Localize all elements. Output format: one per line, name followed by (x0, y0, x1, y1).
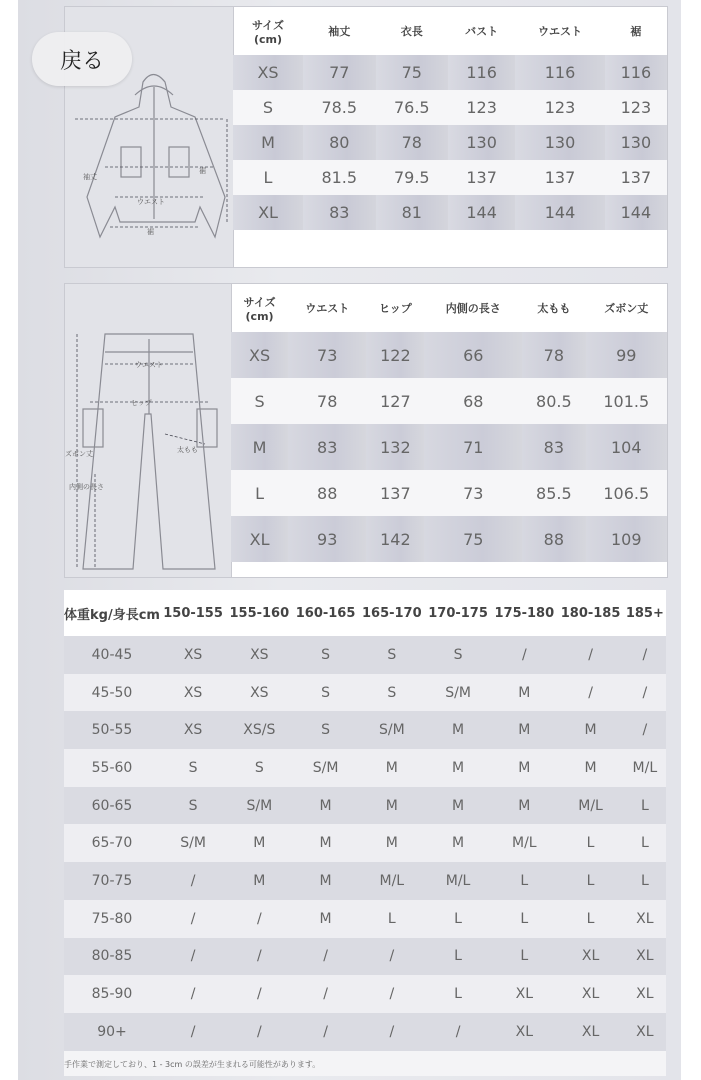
table-cell: M (491, 674, 557, 712)
measurement-footnote: 手作業で測定しており、1 - 3cm の誤差が生まれる可能性があります。 (64, 1060, 321, 1069)
figure-label: 太もも (177, 446, 198, 454)
pants-illustration-icon (65, 284, 231, 577)
table-cell: 130 (515, 125, 605, 160)
row-header-cell: S (231, 378, 288, 424)
table-cell: M/L (557, 787, 623, 825)
table-cell: 99 (586, 332, 667, 378)
figure-label: 袖丈 (83, 173, 97, 181)
table-row (64, 900, 666, 938)
table-cell: 81 (376, 195, 449, 230)
figure-label: ウエスト (135, 361, 163, 369)
table-row (64, 711, 666, 749)
table-cell: / (624, 636, 666, 674)
table-cell: XL (624, 1013, 666, 1051)
row-header-cell: 80-85 (64, 938, 160, 976)
table-cell: M (292, 900, 358, 938)
table-cell: M/L (425, 862, 491, 900)
column-header: ヒップ (379, 302, 412, 315)
table-cell: 78 (376, 125, 449, 160)
table-cell: XL (557, 938, 623, 976)
table-cell: XL (624, 938, 666, 976)
table-cell: / (557, 674, 623, 712)
column-header: 内側の長さ (445, 302, 501, 315)
table-cell: S/M (226, 787, 292, 825)
table-cell: / (160, 938, 226, 976)
column-header: ズボン丈 (604, 302, 649, 315)
table-cell: 75 (424, 516, 522, 562)
column-header: 太もも (537, 302, 571, 315)
table-cell: XL (491, 975, 557, 1013)
table-cell: XS/S (226, 711, 292, 749)
table-cell: S (292, 636, 358, 674)
table-cell: 109 (586, 516, 667, 562)
column-header: 袖丈 (328, 25, 351, 38)
table-cell: 137 (515, 160, 605, 195)
row-header-cell: 70-75 (64, 862, 160, 900)
table-cell: M (425, 711, 491, 749)
figure-label: ズボン丈 (65, 450, 93, 458)
right-margin (681, 0, 701, 1080)
table-cell: M/L (624, 749, 666, 787)
table-row (64, 824, 666, 862)
column-header: 裾 (630, 25, 642, 38)
table-cell: S (359, 674, 425, 712)
row-header-cell: 75-80 (64, 900, 160, 938)
table-cell: / (292, 975, 358, 1013)
table-cell: S/M (160, 824, 226, 862)
table-cell: 85.5 (522, 470, 585, 516)
table-cell: / (226, 900, 292, 938)
table-cell: S (425, 636, 491, 674)
table-row (64, 862, 666, 900)
table-cell: M (359, 824, 425, 862)
table-cell: M (425, 787, 491, 825)
table-cell: 130 (448, 125, 515, 160)
table-cell: L (491, 938, 557, 976)
row-header-cell: XS (231, 332, 288, 378)
table-cell: 73 (288, 332, 366, 378)
table-cell: 144 (448, 195, 515, 230)
row-header-cell: 65-70 (64, 824, 160, 862)
table-cell: 116 (448, 55, 515, 90)
pants-size-panel (64, 283, 668, 578)
table-cell: S/M (359, 711, 425, 749)
row-header-cell: XL (233, 195, 303, 230)
table-cell: XL (557, 1013, 623, 1051)
row-header-cell: 55-60 (64, 749, 160, 787)
table-cell: M (292, 824, 358, 862)
table-cell: / (160, 900, 226, 938)
table-header-row (231, 284, 667, 332)
table-cell: 101.5 (586, 378, 667, 424)
table-cell: 80.5 (522, 378, 585, 424)
row-header-cell: M (233, 125, 303, 160)
table-cell: / (491, 636, 557, 674)
size-chart-image (18, 0, 681, 1080)
table-row (233, 125, 667, 160)
table-cell: 130 (605, 125, 667, 160)
table-cell: L (425, 975, 491, 1013)
table-cell: 137 (605, 160, 667, 195)
table-cell: 137 (448, 160, 515, 195)
table-cell: L (359, 900, 425, 938)
column-header: 165-170 (359, 590, 425, 636)
table-cell: M (425, 824, 491, 862)
table-cell: / (624, 674, 666, 712)
table-cell: 79.5 (376, 160, 449, 195)
table-cell: 123 (515, 90, 605, 125)
column-header: 150-155 (160, 590, 226, 636)
pants-diagram (65, 284, 232, 577)
table-cell: L (425, 900, 491, 938)
table-row (231, 470, 667, 516)
size-recommendation-table (64, 590, 666, 1051)
table-cell: L (624, 824, 666, 862)
table-cell: XS (160, 674, 226, 712)
column-header: 160-165 (292, 590, 358, 636)
left-margin (0, 0, 18, 1080)
table-cell: 78 (288, 378, 366, 424)
column-header: サイズ (cm) (243, 295, 276, 323)
column-header: ウエスト (537, 25, 582, 38)
column-header: 体重kg/身長cm (64, 590, 160, 636)
row-header-cell: 40-45 (64, 636, 160, 674)
table-cell: / (226, 975, 292, 1013)
table-cell: S/M (292, 749, 358, 787)
table-row (233, 195, 667, 230)
table-cell: XL (557, 975, 623, 1013)
table-cell: 88 (522, 516, 585, 562)
table-cell: 77 (303, 55, 376, 90)
table-cell: S (160, 787, 226, 825)
table-cell: XL (491, 1013, 557, 1051)
table-cell: / (359, 938, 425, 976)
table-cell: 106.5 (586, 470, 667, 516)
table-row (231, 424, 667, 470)
column-header: ウエスト (305, 302, 350, 315)
table-header-row (64, 590, 666, 636)
table-cell: M (292, 787, 358, 825)
table-row (64, 787, 666, 825)
table-cell: S (359, 636, 425, 674)
table-row (64, 749, 666, 787)
row-header-cell: L (231, 470, 288, 516)
table-row (233, 90, 667, 125)
table-cell: M (359, 787, 425, 825)
table-cell: / (624, 711, 666, 749)
table-cell: M (491, 787, 557, 825)
table-cell: M (557, 749, 623, 787)
table-cell: 116 (605, 55, 667, 90)
table-cell: / (557, 636, 623, 674)
table-cell: XS (160, 636, 226, 674)
table-cell: 93 (288, 516, 366, 562)
table-header-row (233, 7, 667, 55)
table-cell: / (160, 1013, 226, 1051)
row-header-cell: 60-65 (64, 787, 160, 825)
fit-guide-panel (64, 590, 666, 1076)
pants-size-table (231, 284, 667, 562)
table-cell: / (226, 1013, 292, 1051)
column-header: 185+ (624, 590, 666, 636)
table-cell: M (491, 711, 557, 749)
column-header: 175-180 (491, 590, 557, 636)
table-cell: / (160, 862, 226, 900)
table-cell: S (160, 749, 226, 787)
table-cell: / (359, 975, 425, 1013)
column-header: サイズ (cm) (251, 18, 285, 46)
table-cell: 68 (424, 378, 522, 424)
table-cell: M (292, 862, 358, 900)
table-cell: 81.5 (303, 160, 376, 195)
figure-label: ウエスト (137, 198, 165, 206)
table-cell: 144 (515, 195, 605, 230)
table-cell: / (160, 975, 226, 1013)
table-cell: M/L (491, 824, 557, 862)
table-cell: L (624, 862, 666, 900)
table-cell: M (491, 749, 557, 787)
table-cell: / (359, 1013, 425, 1051)
table-cell: XL (624, 900, 666, 938)
row-header-cell: XL (231, 516, 288, 562)
figure-label: ヒップ (131, 399, 152, 407)
table-cell: 122 (366, 332, 424, 378)
table-row (231, 378, 667, 424)
table-cell: S/M (425, 674, 491, 712)
table-cell: 83 (522, 424, 585, 470)
table-cell: 142 (366, 516, 424, 562)
table-cell: L (491, 900, 557, 938)
table-row (231, 332, 667, 378)
table-row (64, 1013, 666, 1051)
table-cell: XS (226, 636, 292, 674)
table-cell: M (226, 862, 292, 900)
table-cell: M (557, 711, 623, 749)
column-header: バスト (465, 25, 499, 38)
table-cell: S (292, 674, 358, 712)
table-cell: / (226, 938, 292, 976)
table-cell: 83 (303, 195, 376, 230)
column-header: 155-160 (226, 590, 292, 636)
back-button[interactable]: 戻る (32, 32, 132, 86)
table-cell: L (425, 938, 491, 976)
table-cell: L (624, 787, 666, 825)
table-cell: L (557, 900, 623, 938)
table-row (64, 674, 666, 712)
table-cell: S (292, 711, 358, 749)
table-cell: XS (226, 674, 292, 712)
table-cell: L (491, 862, 557, 900)
table-cell: 88 (288, 470, 366, 516)
column-header: 170-175 (425, 590, 491, 636)
table-cell: M (425, 749, 491, 787)
column-header: 衣長 (400, 25, 423, 38)
table-cell: L (557, 862, 623, 900)
table-cell: 137 (366, 470, 424, 516)
table-row (64, 636, 666, 674)
table-cell: 73 (424, 470, 522, 516)
table-cell: XS (160, 711, 226, 749)
table-cell: 80 (303, 125, 376, 160)
table-cell: M (359, 749, 425, 787)
table-cell: S (226, 749, 292, 787)
table-cell: L (557, 824, 623, 862)
table-row (64, 938, 666, 976)
table-cell: M/L (359, 862, 425, 900)
table-cell: 66 (424, 332, 522, 378)
figure-label: 内側の長さ (69, 483, 104, 491)
table-cell: 123 (448, 90, 515, 125)
table-cell: 144 (605, 195, 667, 230)
table-row (231, 516, 667, 562)
table-cell: 78.5 (303, 90, 376, 125)
table-cell: 132 (366, 424, 424, 470)
table-cell: / (292, 938, 358, 976)
table-row (233, 55, 667, 90)
table-cell: 78 (522, 332, 585, 378)
table-cell: 76.5 (376, 90, 449, 125)
table-row (233, 160, 667, 195)
table-cell: 75 (376, 55, 449, 90)
row-header-cell: 90+ (64, 1013, 160, 1051)
row-header-cell: 85-90 (64, 975, 160, 1013)
table-cell: M (226, 824, 292, 862)
table-cell: 123 (605, 90, 667, 125)
table-cell: 104 (586, 424, 667, 470)
table-cell: / (425, 1013, 491, 1051)
row-header-cell: S (233, 90, 303, 125)
table-cell: / (292, 1013, 358, 1051)
figure-label: 裾 (199, 167, 206, 175)
table-cell: XL (624, 975, 666, 1013)
row-header-cell: XS (233, 55, 303, 90)
table-cell: 71 (424, 424, 522, 470)
row-header-cell: 50-55 (64, 711, 160, 749)
jacket-size-panel (64, 6, 668, 268)
column-header: 180-185 (557, 590, 623, 636)
table-cell: 83 (288, 424, 366, 470)
table-cell: 116 (515, 55, 605, 90)
row-header-cell: L (233, 160, 303, 195)
figure-label: 裾 (147, 228, 154, 236)
table-cell: 127 (366, 378, 424, 424)
table-row (64, 975, 666, 1013)
row-header-cell: M (231, 424, 288, 470)
jacket-size-table (233, 7, 667, 230)
row-header-cell: 45-50 (64, 674, 160, 712)
